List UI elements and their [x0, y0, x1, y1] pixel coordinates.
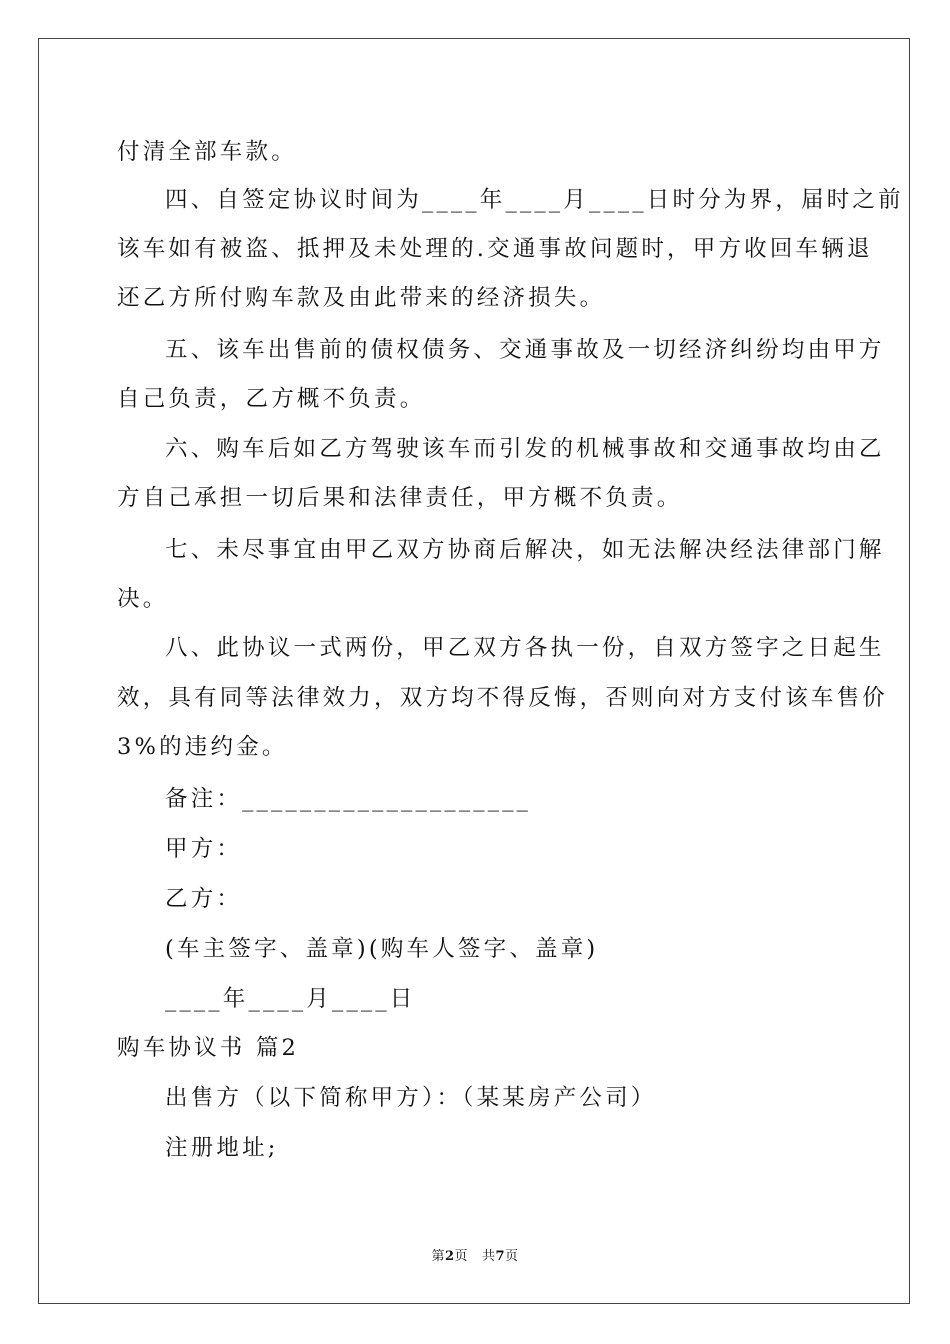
remarks-line: 备注：____________________ [165, 786, 532, 812]
clause-4-line-3: 还乙方所付购车款及由此带来的经济损失。 [117, 285, 606, 311]
footer-page-number: 2 [445, 1249, 455, 1264]
clause-7-line-2: 决。 [117, 586, 169, 612]
text-line: 付清全部车款。 [117, 139, 297, 165]
party-b-line: 乙方： [165, 886, 243, 912]
clause-8-line-1: 八、此协议一式两份，甲乙双方各执一份，自双方签字之日起生 [165, 635, 885, 661]
page-footer [0, 1248, 950, 1266]
seller-line: 出售方（以下简称甲方）：（某某房产公司） [165, 1085, 657, 1111]
clause-6-line-2: 方自己承担一切后果和法律责任，甲方概不负责。 [117, 485, 683, 511]
clause-5-line-2: 自己负责，乙方概不负责。 [117, 386, 426, 412]
section-heading: 购车协议书 篇2 [117, 1035, 300, 1061]
page-frame [38, 38, 910, 1304]
clause-4-line-2: 该车如有被盗、抵押及未处理的.交通事故问题时，甲方收回车辆退 [117, 236, 873, 262]
clause-5-line-1: 五、该车出售前的债权债务、交通事故及一切经济纠纷均由甲方 [165, 337, 885, 363]
clause-4-line-1: 四、自签定协议时间为____年____月____日时分为界，届时之前 [165, 187, 904, 213]
clause-6-line-1: 六、购车后如乙方驾驶该车而引发的机械事故和交通事故均由乙 [165, 436, 885, 462]
party-a-line: 甲方： [165, 836, 243, 862]
clause-8-line-2: 效，具有同等法律效力，双方均不得反悔，否则向对方支付该车售价 [117, 685, 889, 711]
clause-8-line-3: 3%的违约金。 [117, 734, 288, 760]
footer-total-pages: 7 [495, 1249, 505, 1264]
date-line: ____年____月____日 [165, 986, 416, 1012]
footer-prefix: 第 [431, 1249, 445, 1264]
footer-suffix: 页 [505, 1249, 519, 1264]
address-line: 注册地址; [165, 1135, 279, 1161]
clause-7-line-1: 七、未尽事宜由甲乙双方协商后解决，如无法解决经法律部门解 [165, 537, 885, 563]
signature-line: (车主签字、盖章)(购车人签字、盖章) [165, 936, 599, 962]
footer-mid: 页 共 [454, 1249, 496, 1264]
